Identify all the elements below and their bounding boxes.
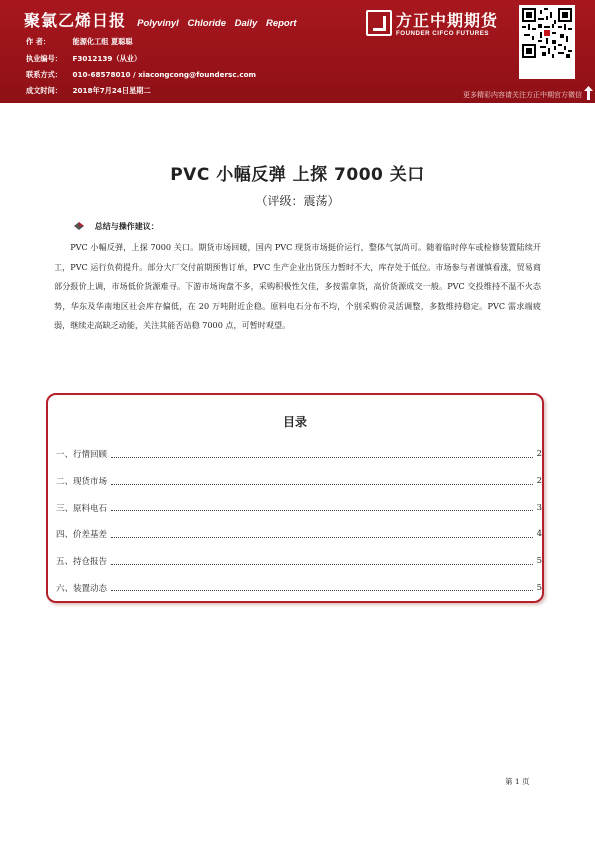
toc-leader xyxy=(111,537,533,538)
toc-leader xyxy=(111,484,533,485)
page-number: 第 1 页 xyxy=(505,777,530,786)
meta-date-value: 2018年7月24日星期二 xyxy=(72,86,151,95)
logo-name-cn: 方正中期期货 xyxy=(396,11,499,30)
report-title-row xyxy=(24,8,297,31)
toc-list xyxy=(56,441,542,601)
toc-item-label: 四、价差基差 xyxy=(56,530,108,541)
advice-paragraph: PVC 小幅反弹，上探 7000 关口。期货市场回暖，国内 PVC 现货市场挺价运行，整体气氛尚可。随着临时停车或检修装置陆续开工，PVC 运行负荷提升。部分大厂交付前期预售订单，PVC 生产企业出货压力暂时不大，库存处于低位。市场参与者谨慎看涨，贸易商部分报价上调，市场低价货源难寻。下游市场询盘不多，采购积极性欠佳，多按需拿货，高价货源成交一般。PVC 交投维持不温不火态势，华东及华南地区社会库存偏低，在 20 万吨附近企稳。原料电石分布不均，个别采购价灵活调整，多数维持稳定。PVC 需求端疲弱，继续走高缺乏动能，关注其能否站稳 7000 点，可暂时观望。 xyxy=(54,242,541,331)
toc-leader xyxy=(111,564,533,565)
toc-item-page: 2 xyxy=(536,449,542,460)
meta-author xyxy=(26,37,133,47)
meta-author-value: 能源化工组 夏聪聪 xyxy=(72,37,133,46)
meta-contact xyxy=(26,70,256,80)
toc-item-label: 五、持仓报告 xyxy=(56,557,108,568)
table-of-contents xyxy=(46,393,544,603)
toc-title: 目录 xyxy=(282,415,307,429)
founder-logo xyxy=(366,8,516,42)
toc-item[interactable] xyxy=(56,548,542,575)
toc-item[interactable] xyxy=(56,494,542,521)
toc-item[interactable] xyxy=(56,468,542,495)
rating-label: （评级：震荡） xyxy=(255,194,340,208)
up-arrow-icon xyxy=(584,85,593,99)
toc-item-label: 三、原料电石 xyxy=(56,503,108,514)
toc-item[interactable] xyxy=(56,574,542,601)
meta-license xyxy=(26,54,141,64)
report-title-cn: 聚氯乙烯日报 xyxy=(24,11,127,30)
diamond-bullet-icon xyxy=(74,222,84,230)
report-header xyxy=(0,0,595,103)
toc-leader xyxy=(111,590,533,591)
meta-author-key: 作 者： xyxy=(26,37,51,46)
report-title-en: Polyvinyl Chloride Daily Report xyxy=(137,18,297,29)
toc-leader xyxy=(111,457,533,458)
meta-date xyxy=(26,86,151,96)
toc-leader xyxy=(111,510,533,511)
meta-date-key: 成文时间： xyxy=(26,86,62,95)
meta-license-value: F3012139（从业） xyxy=(72,54,142,63)
advice-heading-text: 总结与操作建议： xyxy=(94,222,159,231)
founder-logo-icon xyxy=(366,10,392,36)
qr-code-icon[interactable] xyxy=(519,5,575,79)
toc-item-page: 3 xyxy=(536,502,542,513)
document-title: PVC 小幅反弹 上探 7000 关口 xyxy=(170,165,425,185)
toc-item[interactable] xyxy=(56,441,542,468)
toc-item-label: 二、现货市场 xyxy=(56,477,108,488)
toc-item-page: 4 xyxy=(536,529,542,540)
wechat-notice: 更多精彩内容请关注方正中期官方微信 xyxy=(463,91,582,99)
toc-item-page: 5 xyxy=(536,582,542,593)
meta-license-key: 执业编号： xyxy=(26,54,62,63)
meta-contact-key: 联系方式： xyxy=(26,70,62,79)
toc-item-page: 2 xyxy=(536,476,542,487)
advice-heading xyxy=(74,221,159,232)
toc-item-page: 5 xyxy=(536,556,542,567)
toc-item-label: 一、行情回顾 xyxy=(56,450,108,461)
meta-contact-value[interactable]: 010-68578010 / xiacongcong@foundersc.com xyxy=(72,70,257,79)
logo-name-en: FOUNDER CIFCO FUTURES xyxy=(396,30,489,37)
toc-item[interactable] xyxy=(56,521,542,548)
toc-item-label: 六、装置动态 xyxy=(56,583,108,594)
